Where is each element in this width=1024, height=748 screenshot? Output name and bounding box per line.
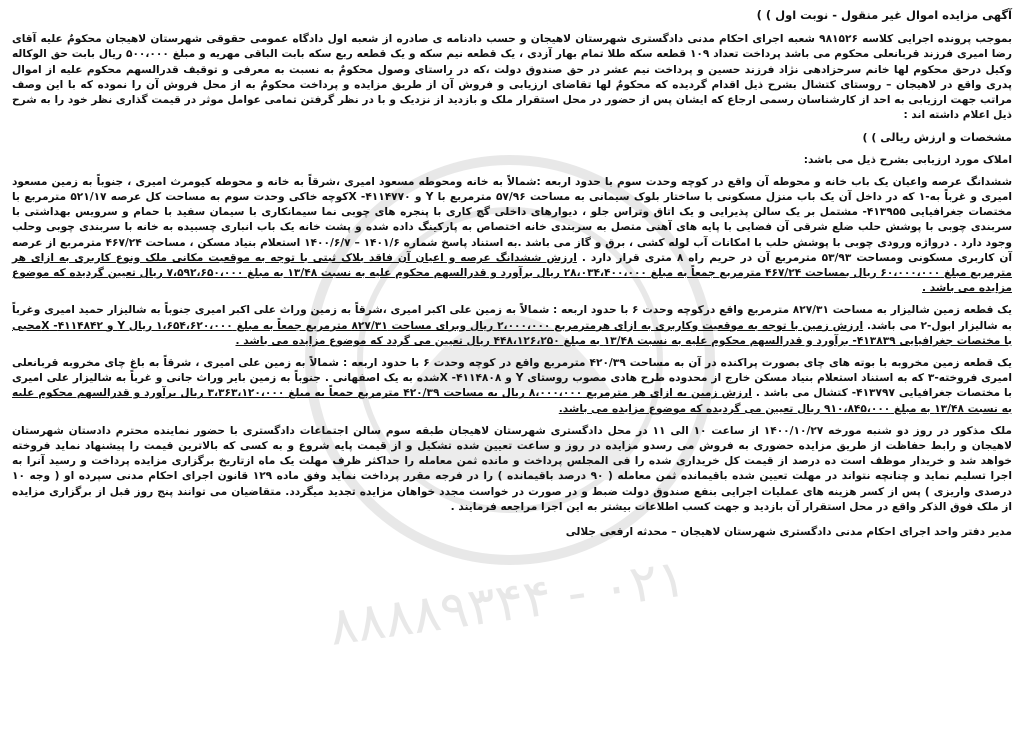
signature-line: مدیر دفتر واحد اجرای احکام مدنی دادگستری شهرستان لاهیجان – محدثه ارفعی جلالی xyxy=(565,526,1012,539)
property-item-1-description: ششدانگ عرصه واعیان یک باب خانه و محوطه آن واقع در کوچه وحدت سوم با حدود اربعه :شمالاً به خانه ومحوطه مسعود امیری ،شرقاً به خانه و محوطه کیومرث امیری ، جنوباً به زمین مسعود امیری و غرباً به-۱ که در داخل آن یک باب منزل مسکونی با ساختار بلوک سیمانی به مساحت ۵۷/۹۶ مترمربع با Y و ۴۱۱۴۷۷۰- Xکوچه خاکی وحدت سوم به مساحت کل عرصه ۵۲۱/۱۷ مترمربع با مختصات جغرافیایی ۴۱۳۹۵۵- مشتمل بر یک سالن پذیرایی و یک اتاق وتراس جلو ، دیوارهای داخلی گچ کاری با پنجره های چوبی نما سیمانکاری با سیمان سفید با حمام و سرویس بهداشتی با سربندی چوبی با پوشش حلب ضلع شرقی آن فضایی با پایه های آهنی متصل به سربندی خانه اختصاص به پارکینگ داده شده و پشت خانه یک باب انباری چسبیده به خانه با سربندی چوبی وحلب وجود دارد . درواژه ورودی چوبی با پوشش حلب با امکانات آب لوله کشی ، برق و گاز می باشد .به استناد پاسخ شماره ۱۴۰۱/۶ – ۱۴۰۰/۶/۷ استعلام بنیاد مسکن ، مساحت ۴۶۷/۲۴ مترمربع از عرصه آن کاربری مسکونی ومساحت ۵۳/۹۳ مترمربع آن در حریم راه ۸ متری قرار دارد . xyxy=(12,175,1013,264)
specs-heading: مشخصات و ارزش ریالی ) ) xyxy=(862,131,1012,145)
notice-title: آگهی مزایده اموال غیر منقول - نوبت اول ) ) xyxy=(756,8,1012,22)
property-item-2-valuation: ارزش زمین با توجه به موقعیت وکاربری به ازای هرمترمربع ۲،۰۰۰،۰۰۰ ریال وبرای مساحت ۸۲۷/۳۱ مترمربع جمعاً به مبلغ ۱،۶۵۴،۶۲۰،۰۰۰ ریال Y و ۴۱۱۴۸۴۲- Xمحبی با مختصات جغرافیایی ۴۱۳۸۳۹- برآورد و قدرالسهم محکوم علیه به نسبت ۱۳/۴۸ به مبلغ ۴۴۸،۱۲۶،۲۵۰ ریال تعیین می گردد که موضوع مزایده می باشد . xyxy=(12,319,1012,347)
properties-heading: املاک مورد ارزیابی بشرح ذیل می باشد: xyxy=(803,153,1012,166)
property-item-3 xyxy=(12,356,1012,417)
notice-document xyxy=(12,8,1012,547)
property-item-1-valuation: ارزش ششدانگ عرصه و اعیان آن فاقد بلاک ثبتی با توجه به موقعیت مکانی ملک ونوع کاربری به ازای هر مترمربع مبلغ ۶۰،۰۰۰،۰۰۰ ریال بمساحت ۴۶۷/۲۴ مترمربع جمعاً به مبلغ ۲۸،۰۳۴،۴۰۰،۰۰۰ ریال برآورد و قدرالسهم محکوم علیه به نسبت ۱۳/۴۸ به مبلغ ۷،۵۹۲،۶۵۰،۰۰۰ ریال تعیین گردیده که موضوع مزایده می باشد . xyxy=(12,251,1012,295)
watermark-text: ۰۲۱ - ۸۸۸۸۹۳۴۴ xyxy=(325,548,690,658)
property-item-1 xyxy=(12,175,1012,297)
intro-paragraph: بموجب پرونده اجرایی کلاسه ۹۸۱۵۲۶ شعبه اجرای احکام مدنی دادگستری شهرستان لاهیجان و حسب دادنامه ی صادره از شعبه اول دادگاه عمومی حقوقی شهرستان لاهیجان محکومٌ علیه آقای رضا امیری فرزند قربانعلی محکوم می باشد پرداخت تعداد ۱۰۹ قطعه سکه طلا تمام بهار آزدی ، یک قطعه نیم سکه و یک قطعه ربع سکه بابت الباقی مهریه و مبلغ ۵۰۰،۰۰۰ ریال بابت حق الوکاله وکیل درحق محکوم لها خانم سرحزادهی نژاد فرزند حسین و پرداخت نیم عشر در حق صندوق دولت ،که در راستای وصول محکومٌ به نسبت به معرفی و توقیف قدرالسهم محکوم علیه از اموال پدری واقع در لاهیجان – روستای کتشال بشرح ذیل اقدام گردیده که محکومٌ لها تقاضای ارزیابی و فروش آن از طریق مزایده و پرداخت محکومٌ به از محل فروش آن را نموده که با این وصف مراتب جهت ارزیابی به احد از کارشناسان رسمی ارجاع که ایشان پس از حضور در محل استقرار ملک و بازدید از نزدیک و با در نظر گرفتن تمامی عوامل موثر در قیمت گذاری نظر خود را به شرح ذیل اعلام داشته اند : xyxy=(12,33,1013,122)
property-item-2 xyxy=(12,303,1012,349)
auction-terms-paragraph: ملک مذکور در روز دو شنبه مورخه ۱۴۰۰/۱۰/۲۷ از ساعت ۱۰ الی ۱۱ در محل دادگستری شهرستان لاهیجان طبقه سوم سالن اجتماعات دادگستری با حضور نماینده محترم دادستان شهرستان لاهیجان و رابط حفاظت از طریق مزایده حضوری به فروش می رسدو مزایده در روز و ساعت تعیین شده تشکیل و از قیمت پایه شروع و به کسی که بالاترین قیمت را پیشنهاد نماید فروخته خواهد شد و خریدار موظف است ده درصد از قیمت کل خریداری شده را فی المجلس پرداخت و مانده ثمن معامله را حداکثر ظرف مهلت یک ماه ازتاریخ برگزاری مزایده پرداخت و رسید آنرا به اجرا تسلیم نماید و چنانچه نتواند در مهلت تعیین شده باقیمانده ثمن معامله ( ۹۰ درصد باقیمانده ) را در فرجه مقرر پرداخت نماید وفق ماده ۱۲۹ قانون اجرای احکام مدنی سپرده او ( وجه ۱۰ درصدی واریزی ) پس از کسر هزینه های عملیات اجرایی بنفع صندوق دولت ضبط و در صورت در خواست مجدد خواهان مزایده تجدید میگردد. متقاضیان می توانند پنج روز قبل از برگزاری مزایده از ملک فوق الذکر واقع در محل استقرار آن بازدید و جهت کسب اطلاعات بیشتر به این اجرا مراجعه فرمایند . xyxy=(12,424,1012,513)
property-item-3-valuation: ارزش زمین به ازای هر مترمربع ۸،۰۰۰،۰۰۰ ریال به مساحت ۴۲۰/۳۹ مترمربع جمعاً به مبلغ ۳،۳۶۳،۱۲۰،۰۰۰ ریال برآورد و قدرالسهم محکوم علیه به نسبت ۱۳/۴۸ به مبلغ ۹۱۰،۸۴۵،۰۰۰ ریال تعیین می گردیده که موضوع مزایده می باشد. xyxy=(12,387,1012,415)
property-item-2-description: یک قطعه زمین شالیزار به مساحت ۸۲۷/۳۱ مترمربع واقع درکوچه وحدت ۶ با حدود اربعه : شمالاً به زمین علی اکبر امیری ،شرقاً به زمین وراث علی اکبر امیری جنوباً به شالیزار حمید امیری وغرباً به شالیزار ابول-۲ می باشد. xyxy=(12,304,1013,332)
property-item-3-description: یک قطعه زمین مخروبه با بوته های چای بصورت پراکنده در آن به مساحت ۴۲۰/۳۹ مترمربع واقع در کوچه وحدت ۶ با حدود اربعه : شمالاً به زمین علی امیری ، شرقاً به باغ چای مخروبه قربانعلی امیری فروخته-۳ که به استناد استعلام بنیاد مسکن خارج از محدوده طرح هادی مصوب روستای Y و ۴۱۱۴۸۰۸- Xشده به یک اصفهانی . جنوباً به زمین بایر وراث جانی و غرباً به شالیزار علی امیری با مختصات جغرافیایی ۴۱۳۷۹۷- کتشال می باشد . xyxy=(12,357,1012,400)
